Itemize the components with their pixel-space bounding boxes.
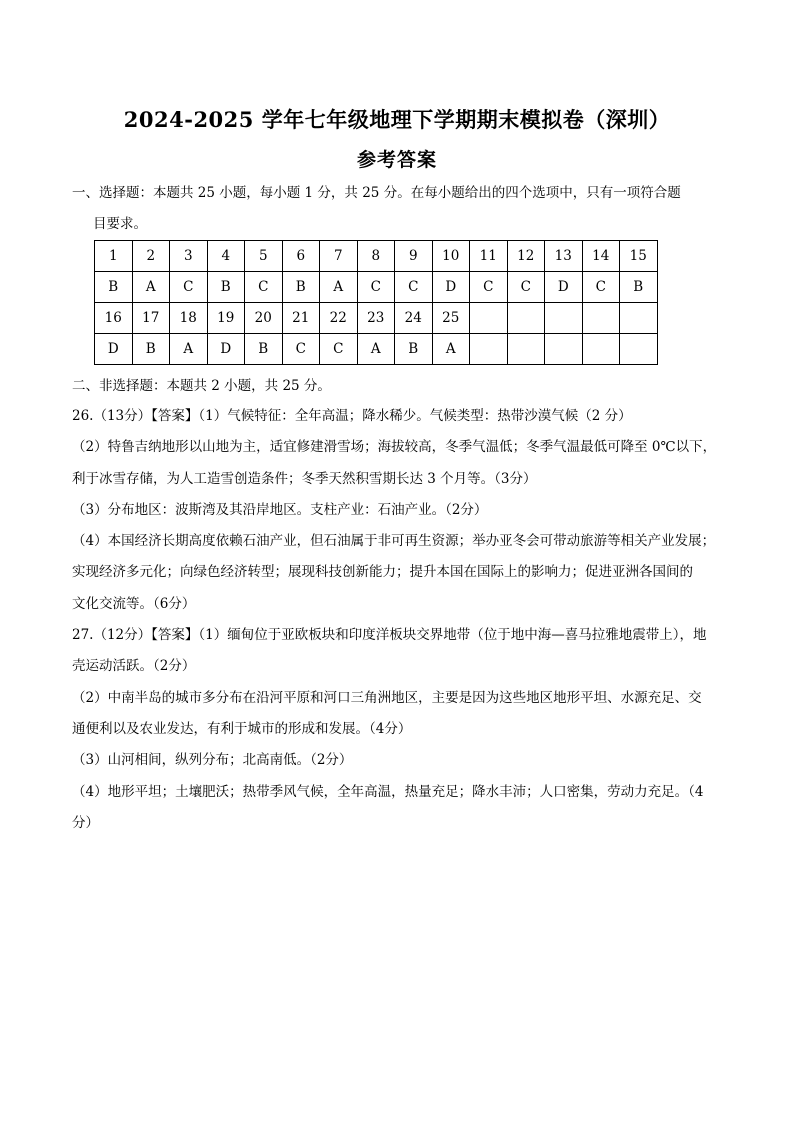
q26-line: （2）特鲁吉纳地形以山地为主，适宜修建滑雪场；海拔较高，冬季气温低；冬季气温最低可降至 0℃以下， [72,439,717,455]
answer-cell [620,334,658,365]
question-number-cell [507,303,545,334]
q27-line: 分） [72,815,99,831]
question-number-cell: 14 [582,241,620,272]
answer-cell: B [395,334,433,365]
answer-cell: C [470,272,508,303]
answer-cell: D [432,272,470,303]
section2-instructions: 二、非选择题：本题共 2 小题，共 25 分。 [72,378,331,394]
q26-line: 文化交流等。（6分） [72,596,196,612]
question-number-cell: 10 [432,241,470,272]
page-title: 2024-2025 学年七年级地理下学期期末模拟卷（深圳） [123,107,671,132]
question-number-cell: 12 [507,241,545,272]
question-number-cell [582,303,620,334]
question-number-cell: 17 [132,303,170,334]
question-number-cell: 4 [207,241,245,272]
answer-cell: C [357,272,395,303]
question-number-cell [620,303,658,334]
question-number-cell: 9 [395,241,433,272]
answer-cell: C [282,334,320,365]
question-number-cell: 24 [395,303,433,334]
q26-line: 利于冰雪存储，为人工造雪创造条件；冬季天然积雪期长达 3 个月等。（3分） [72,471,537,487]
q26-line: 实现经济多元化；向绿色经济转型；展现科技创新能力；提升本国在国际上的影响力；促进亚洲各国间的 [72,564,693,580]
answer-cell: C [320,334,358,365]
answer-cell: C [245,272,283,303]
question-number-cell: 19 [207,303,245,334]
question-number-cell: 3 [170,241,208,272]
answer-cell: B [207,272,245,303]
answer-cell: D [95,334,133,365]
answer-cell [545,334,583,365]
answer-cell [582,334,620,365]
table-row [95,303,658,334]
answer-cell: B [620,272,658,303]
question-number-cell: 6 [282,241,320,272]
section1-instructions-line2: 目要求。 [93,216,147,232]
answer-cell: B [95,272,133,303]
q26-line: 26.（13分）【答案】（1）气候特征：全年高温；降水稀少。气候类型：热带沙漠气候（2 分） [72,408,632,424]
answer-cell: A [170,334,208,365]
question-number-cell: 15 [620,241,658,272]
question-number-cell: 7 [320,241,358,272]
question-number-cell: 25 [432,303,470,334]
question-number-cell: 1 [95,241,133,272]
q27-line: 27.（12分）【答案】（1）缅甸位于亚欧板块和印度洋板块交界地带（位于地中海—喜马拉雅地震带上），地 [72,627,707,643]
answer-cell: B [245,334,283,365]
question-number-cell: 23 [357,303,395,334]
answer-cell: D [207,334,245,365]
page-subtitle: 参考答案 [356,149,437,171]
question-number-cell: 20 [245,303,283,334]
question-number-cell: 21 [282,303,320,334]
answer-cell: D [545,272,583,303]
q27-line: （3）山河相间，纵列分布；北高南低。（2分） [72,752,353,768]
question-number-cell: 2 [132,241,170,272]
table-row [95,334,658,365]
table-row [95,272,658,303]
q26-line: （3）分布地区：波斯湾及其沿岸地区。支柱产业：石油产业。（2分） [72,502,488,518]
q27-line: 通便利以及农业发达，有利于城市的形成和发展。（4分） [72,721,412,737]
answer-table [94,240,658,365]
section1-instructions-line1: 一、选择题：本题共 25 小题，每小题 1 分，共 25 分。在每小题给出的四个选项中，只有一项符合题 [72,185,681,201]
q27-line: 壳运动活跃。（2分） [72,658,196,674]
answer-cell [507,334,545,365]
question-number-cell [470,303,508,334]
answer-cell: A [132,272,170,303]
answer-cell: A [432,334,470,365]
answer-cell: A [320,272,358,303]
question-number-cell: 5 [245,241,283,272]
question-number-cell: 18 [170,303,208,334]
question-number-cell [545,303,583,334]
q27-line: （4）地形平坦；土壤肥沃；热带季风气候，全年高温，热量充足；降水丰沛；人口密集，劳动力充足。（4 [72,784,704,800]
question-number-cell: 8 [357,241,395,272]
answer-cell: C [170,272,208,303]
question-number-cell: 13 [545,241,583,272]
answer-cell: C [582,272,620,303]
answer-cell [470,334,508,365]
q27-line: （2）中南半岛的城市多分布在沿河平原和河口三角洲地区，主要是因为这些地区地形平坦、水源充足、交 [72,690,702,706]
question-number-cell: 11 [470,241,508,272]
question-number-cell: 22 [320,303,358,334]
answer-cell: C [395,272,433,303]
answer-cell: C [507,272,545,303]
answer-cell: B [132,334,170,365]
q26-line: （4）本国经济长期高度依赖石油产业，但石油属于非可再生资源；举办亚冬会可带动旅游等相关产业发展； [72,533,716,549]
answer-cell: B [282,272,320,303]
answer-cell: A [357,334,395,365]
question-number-cell: 16 [95,303,133,334]
table-row [95,241,658,272]
